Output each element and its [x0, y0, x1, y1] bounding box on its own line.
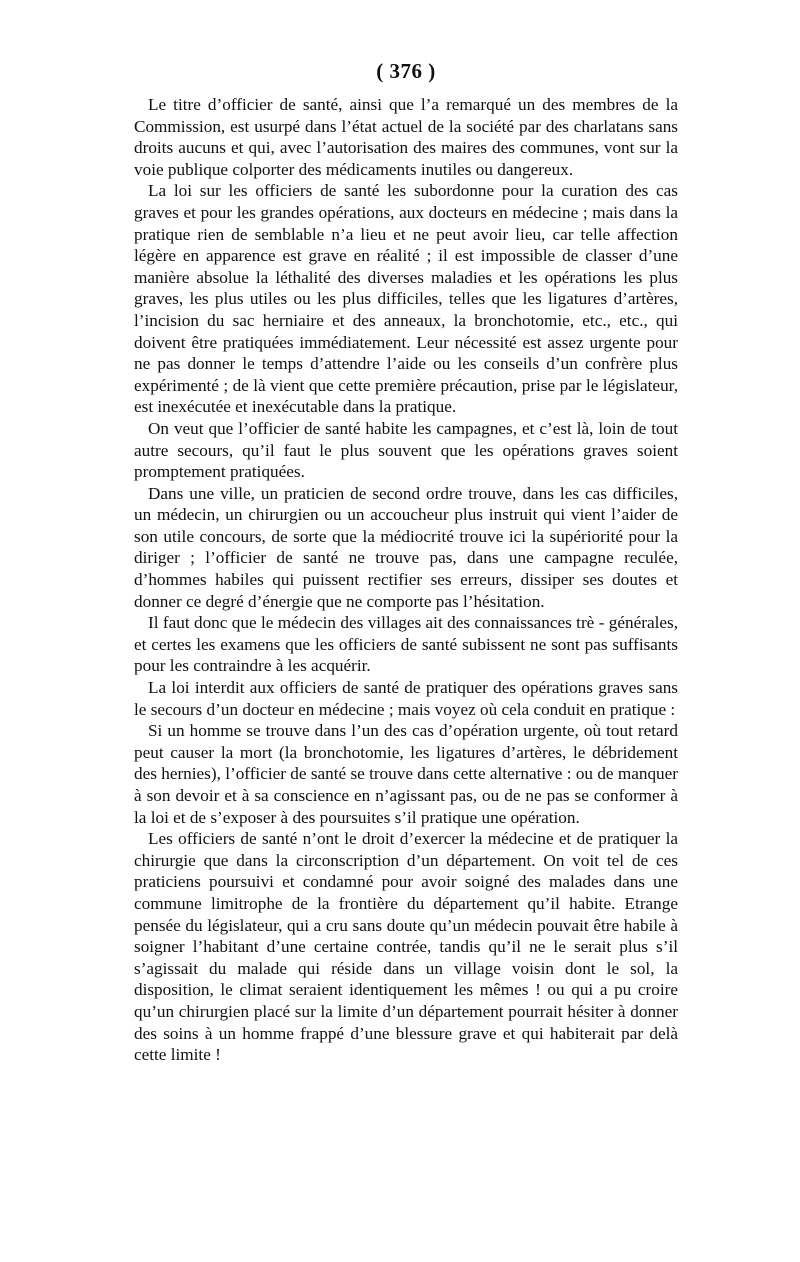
page-number: ( 376 )	[376, 59, 436, 83]
paragraph-2: La loi sur les officiers de santé les subordonne pour la curation des cas graves et pour les grandes opérations, aux docteurs en médecine ; mais dans la pratique rien de semblable n’a lieu et ne peut avoir lieu, car telle affection légère en apparence est grave en réalité ; il est impossible de classer d’une manière absolue la léthalité des diverses maladies et les opérations les plus graves, les plus utiles ou les plus difficiles, telles que les ligatures d’artères, l’incision du sac herniaire et des anneaux, la bronchotomie, etc., etc., qui doivent être pratiquées immédiatement. Leur nécessité est assez urgente pour ne pas donner le temps d’attendre l’aide ou les conseils d’un confrère plus expérimenté ; de là vient que cette première précaution, prise par le législateur, est inexécutée et inexécutable dans la pratique.	[134, 181, 678, 417]
document-page	[134, 58, 678, 1066]
paragraph-5: Il faut donc que le médecin des villages ait des connaissances trè - générales, et certes les examens que les officiers de santé subissent ne sont pas suffisants pour les contraindre à les acquérir.	[134, 613, 678, 676]
paragraph-7: Si un homme se trouve dans l’un des cas d’opération urgente, où tout retard peut causer la mort (la bronchotomie, les ligatures d’artères, le débridement des hernies), l’officier de santé se trouve dans cette alternative : ou de manquer à son devoir et à sa conscience en n’agissant pas, ou de ne pas se conformer à la loi et de s’exposer à des poursuites s’il pratique une opération.	[134, 721, 678, 827]
paragraph-6: La loi interdit aux officiers de santé de pratiquer des opérations graves sans le secours d’un docteur en médecine ; mais voyez où cela conduit en pratique :	[134, 678, 678, 719]
paragraph-8: Les officiers de santé n’ont le droit d’exercer la médecine et de pratiquer la chirurgie que dans la circonscription d’un département. On voit tel de ces praticiens poursuivi et condamné pour avoir soigné des malades dans une commune limitrophe de la frontière du département qu’il habite. Etrange pensée du législateur, qui a cru sans doute qu’un médecin pouvait être habile à soigner l’habitant d’une certaine contrée, tandis qu’il ne le serait plus s’il s’agissait du malade qui réside dans un village voisin dont le sol, la disposition, le climat seraient identiquement les mêmes ! ou qui a pu croire qu’un chirurgien placé sur la limite d’un département pourrait hésiter à donner des soins à un homme frappé d’une blessure grave et qui habiterait par delà cette limite !	[134, 829, 678, 1065]
paragraph-1: Le titre d’officier de santé, ainsi que l’a remarqué un des membres de la Commission, est usurpé dans l’état actuel de la société par des charlatans sans droits aucuns et qui, avec l’autorisation des maires des communes, vont sur la voie publique colporter des médicaments inutiles ou dangereux.	[134, 95, 678, 179]
body-text	[134, 94, 678, 1066]
paragraph-3: On veut que l’officier de santé habite les campagnes, et c’est là, loin de tout autre secours, qu’il faut le plus souvent que les opérations graves soient promptement pratiquées.	[134, 418, 678, 482]
paragraph-4: Dans une ville, un praticien de second ordre trouve, dans les cas difficiles, un médecin, un chirurgien ou un accoucheur plus instruit qui vient l’aider de son utile concours, de sorte que la médiocrité trouve ici la supériorité pour la diriger ; l’officier de santé ne trouve pas, dans une campagne reculée, d’hommes habiles qui puissent rectifier ses erreurs, dissiper ses doutes et donner ce degré d’énergie que ne comporte pas l’hésitation.	[134, 483, 678, 611]
